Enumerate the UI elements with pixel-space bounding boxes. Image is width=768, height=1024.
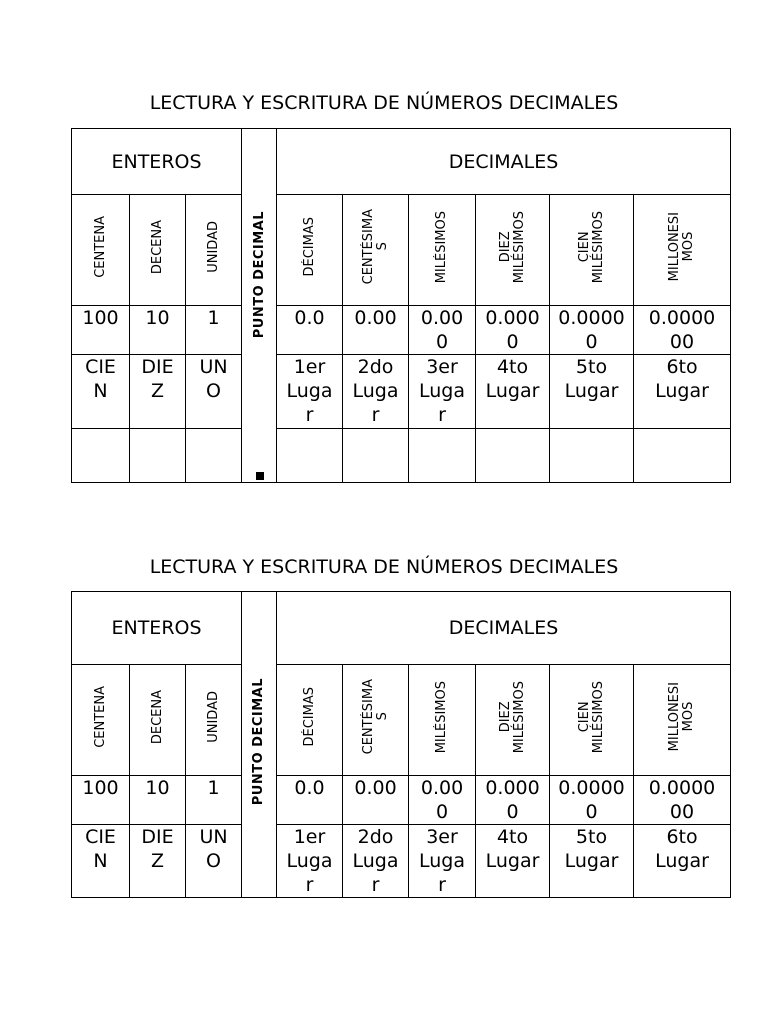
value-cell: 1 (186, 306, 242, 355)
header-centesimas: CENTÉSIMA S (343, 665, 409, 776)
name-cell: 5to Lugar (550, 355, 634, 429)
value-cell: 0.00 (343, 306, 409, 355)
value-cell: 100 (72, 306, 130, 355)
value-cell: 0.00 (343, 776, 409, 825)
name-cell: DIE Z (130, 355, 186, 429)
empty-cell (277, 429, 343, 483)
decimales-header: DECIMALES (277, 129, 731, 195)
value-cell: 0.0 (277, 776, 343, 825)
name-cell: CIE N (72, 355, 130, 429)
header-centena: CENTENA (72, 665, 130, 776)
header-millonesimos: MILLONESI MOS (634, 195, 731, 306)
header-cien-milesimos: CIEN MILÉSIMOS (550, 665, 634, 776)
table-title: LECTURA Y ESCRITURA DE NÚMEROS DECIMALES (149, 556, 619, 578)
decimales-header: DECIMALES (277, 592, 731, 665)
name-cell: UN O (186, 825, 242, 898)
name-cell: UN O (186, 355, 242, 429)
value-cell: 0.0000 0 (550, 776, 634, 825)
header-decimas: DÉCIMAS (277, 195, 343, 306)
name-cell: 4to Lugar (476, 825, 550, 898)
decimal-place-table (71, 128, 731, 483)
value-cell: 0.000 0 (476, 776, 550, 825)
value-cell: 10 (130, 306, 186, 355)
header-millonesimos: MILLONESI MOS (634, 665, 731, 776)
decimal-point-mark (256, 472, 264, 480)
header-unidad: UNIDAD (186, 195, 242, 306)
value-cell: 0.000 0 (476, 306, 550, 355)
name-cell: 3er Luga r (409, 355, 476, 429)
header-diez-milesimos: DIEZ MILÉSIMOS (476, 195, 550, 306)
name-cell: 5to Lugar (550, 825, 634, 898)
name-cell: 6to Lugar (634, 825, 731, 898)
header-diez-milesimos: DIEZ MILÉSIMOS (476, 665, 550, 776)
name-cell: 4to Lugar (476, 355, 550, 429)
name-cell: 1er Luga r (277, 355, 343, 429)
header-unidad: UNIDAD (186, 665, 242, 776)
name-cell: 2do Luga r (343, 355, 409, 429)
empty-cell (186, 429, 242, 483)
value-cell: 0.0000 00 (634, 776, 731, 825)
punto-decimal-label: PUNTO DECIMAL (251, 677, 267, 806)
header-decena: DECENA (130, 665, 186, 776)
value-cell: 100 (72, 776, 130, 825)
name-cell: DIE Z (130, 825, 186, 898)
empty-cell (409, 429, 476, 483)
decimal-place-table (71, 591, 731, 898)
empty-cell (550, 429, 634, 483)
header-centesimas: CENTÉSIMA S (343, 195, 409, 306)
empty-cell (634, 429, 731, 483)
empty-cell (476, 429, 550, 483)
name-cell: 1er Luga r (277, 825, 343, 898)
name-cell: CIE N (72, 825, 130, 898)
name-cell: 2do Luga r (343, 825, 409, 898)
value-cell: 1 (186, 776, 242, 825)
header-decimas: DÉCIMAS (277, 665, 343, 776)
empty-cell (130, 429, 186, 483)
header-decena: DECENA (130, 195, 186, 306)
value-cell: 10 (130, 776, 186, 825)
header-cien-milesimos: CIEN MILÉSIMOS (550, 195, 634, 306)
value-cell: 0.0000 00 (634, 306, 731, 355)
value-cell: 0.0 (277, 306, 343, 355)
enteros-header: ENTEROS (72, 129, 242, 195)
value-cell: 0.0000 0 (550, 306, 634, 355)
name-cell: 6to Lugar (634, 355, 731, 429)
punto-decimal-column (242, 129, 277, 483)
empty-cell (343, 429, 409, 483)
header-milesimos: MILÉSIMOS (409, 665, 476, 776)
empty-cell (72, 429, 130, 483)
enteros-header: ENTEROS (72, 592, 242, 665)
header-milesimos: MILÉSIMOS (409, 195, 476, 306)
punto-decimal-column (242, 592, 277, 898)
value-cell: 0.00 0 (409, 306, 476, 355)
value-cell: 0.00 0 (409, 776, 476, 825)
name-cell: 3er Luga r (409, 825, 476, 898)
header-centena: CENTENA (72, 195, 130, 306)
punto-decimal-label: PUNTO DECIMAL (251, 210, 267, 339)
table-title: LECTURA Y ESCRITURA DE NÚMEROS DECIMALES (149, 92, 619, 114)
